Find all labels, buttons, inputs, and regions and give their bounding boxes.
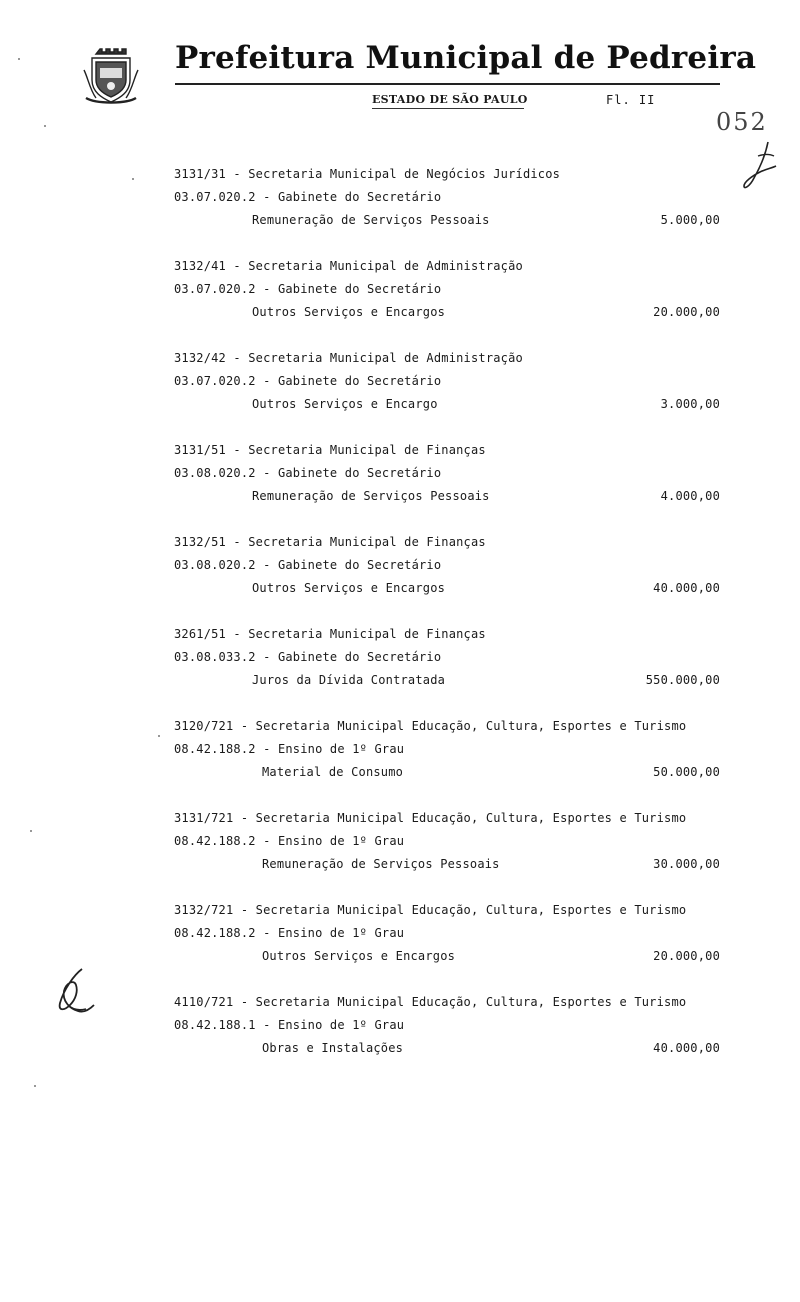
entry-item: Remuneração de Serviços Pessoais [252, 213, 490, 227]
entry-code: 3132/51 - Secretaria Municipal de Finanças [174, 535, 486, 549]
entry-item: Outros Serviços e Encargos [262, 949, 456, 963]
entry-code: 3261/51 - Secretaria Municipal de Finanças [174, 627, 486, 641]
entry-code: 3131/721 - Secretaria Municipal Educação, Cultura, Esportes e Turismo [174, 811, 687, 825]
entry-amount: 4.000,00 [660, 489, 720, 503]
entry-item: Obras e Instalações [262, 1041, 404, 1055]
entry-subcode: 03.07.020.2 - Gabinete do Secretário [174, 282, 442, 296]
entry-subcode: 03.08.033.2 - Gabinete do Secretário [174, 650, 442, 664]
header-rule [175, 83, 720, 85]
margin-signature-icon [52, 965, 102, 1025]
entry-subcode: 03.08.020.2 - Gabinete do Secretário [174, 466, 442, 480]
entry-subcode: 03.08.020.2 - Gabinete do Secretário [174, 558, 442, 572]
scan-speck [44, 125, 46, 127]
entry-amount: 20.000,00 [653, 305, 720, 319]
entry-code: 3132/42 - Secretaria Municipal de Administração [174, 351, 523, 365]
state-label: ESTADO DE SÃO PAULO [372, 93, 528, 106]
page-stamp-number: 052 [716, 108, 768, 136]
entry-item: Outros Serviços e Encargo [252, 397, 438, 411]
sheet-label: Fl. II [606, 93, 656, 107]
entry-subcode: 08.42.188.2 - Ensino de 1º Grau [174, 926, 405, 940]
budget-entry [174, 807, 720, 899]
entry-amount: 40.000,00 [653, 581, 720, 595]
entry-code: 3131/51 - Secretaria Municipal de Finanças [174, 443, 486, 457]
scan-speck [18, 58, 20, 60]
entry-amount: 30.000,00 [653, 857, 720, 871]
entry-code: 3132/721 - Secretaria Municipal Educação, Cultura, Esportes e Turismo [174, 903, 687, 917]
budget-entry [174, 531, 720, 623]
entry-item: Remuneração de Serviços Pessoais [252, 489, 490, 503]
entry-amount: 20.000,00 [653, 949, 720, 963]
entry-item: Outros Serviços e Encargos [252, 581, 446, 595]
entry-code: 3131/31 - Secretaria Municipal de Negócios Jurídicos [174, 167, 561, 181]
scan-speck [30, 830, 32, 832]
entry-subcode: 08.42.188.1 - Ensino de 1º Grau [174, 1018, 405, 1032]
state-underline [372, 108, 524, 109]
budget-entries [174, 163, 720, 1083]
entry-item: Outros Serviços e Encargos [252, 305, 446, 319]
entry-code: 3120/721 - Secretaria Municipal Educação, Cultura, Esportes e Turismo [174, 719, 687, 733]
municipal-crest-icon [82, 40, 140, 106]
budget-entry [174, 623, 720, 715]
budget-entry [174, 899, 720, 991]
entry-amount: 5.000,00 [660, 213, 720, 227]
budget-entry [174, 347, 720, 439]
budget-entry [174, 715, 720, 807]
entry-subcode: 03.07.020.2 - Gabinete do Secretário [174, 374, 442, 388]
budget-entry [174, 255, 720, 347]
scan-speck [132, 178, 134, 180]
scan-speck [34, 1085, 36, 1087]
entry-amount: 3.000,00 [660, 397, 720, 411]
entry-code: 3132/41 - Secretaria Municipal de Administração [174, 259, 523, 273]
budget-entry [174, 439, 720, 531]
budget-entry [174, 991, 720, 1083]
entry-item: Remuneração de Serviços Pessoais [262, 857, 500, 871]
scan-speck [158, 735, 160, 737]
entry-subcode: 08.42.188.2 - Ensino de 1º Grau [174, 834, 405, 848]
entry-code: 4110/721 - Secretaria Municipal Educação, Cultura, Esportes e Turismo [174, 995, 687, 1009]
budget-entry [174, 163, 720, 255]
entry-subcode: 08.42.188.2 - Ensino de 1º Grau [174, 742, 405, 756]
entry-amount: 40.000,00 [653, 1041, 720, 1055]
entry-amount: 50.000,00 [653, 765, 720, 779]
entry-subcode: 03.07.020.2 - Gabinete do Secretário [174, 190, 442, 204]
page-title: Prefeitura Municipal de Pedreira [175, 40, 757, 76]
entry-amount: 550.000,00 [645, 673, 720, 687]
initials-signature-icon [740, 138, 780, 193]
entry-item: Material de Consumo [262, 765, 404, 779]
entry-item: Juros da Dívida Contratada [252, 673, 446, 687]
